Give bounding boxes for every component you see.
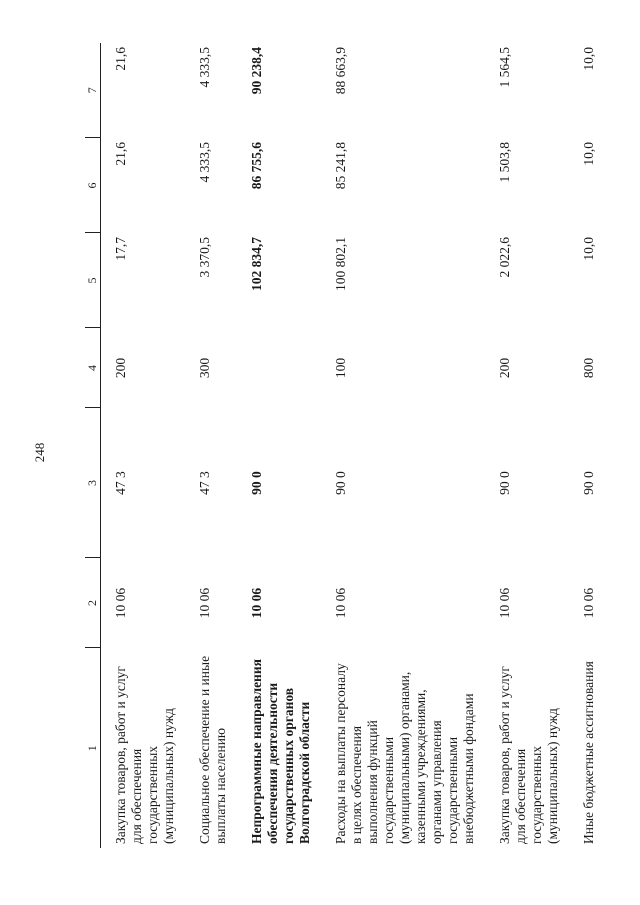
amount-col5: 3 370,5 [197,237,212,278]
table-row [237,43,321,848]
budget-table [85,43,605,848]
amount-col6: 1 503,8 [497,142,512,183]
amount-col6: 10,0 [581,142,596,166]
amount-col5: 10,0 [581,237,596,261]
amount-col5: 100 802,1 [333,237,348,291]
column-header: 6 [85,138,101,233]
table-row [185,43,237,848]
section-code: 10 06 [497,587,512,619]
section-code: 10 06 [249,587,264,619]
amount-col7: 10,0 [581,47,596,71]
row-name: Непрограммные направления обеспечения деятельности государственных органов Волгоградской области [249,659,312,844]
table-row [101,43,186,848]
amount-col6: 85 241,8 [333,142,348,190]
column-header: 5 [85,233,101,328]
column-header: 4 [85,328,101,408]
expense-type-code [237,328,321,408]
row-name: Закупка товаров, работ и услуг для обеспечения государственных (муниципальных) нужд [497,666,560,844]
program-code: 90 0 [581,471,596,495]
table-row [321,43,485,848]
amount-col7: 21,6 [113,47,128,71]
section-code: 10 06 [113,587,128,619]
expense-type-code: 300 [197,357,212,379]
page-number: 248 [32,442,47,463]
amount-col6: 4 333,5 [197,142,212,183]
table-header-row [85,43,101,848]
column-header: 3 [85,408,101,558]
column-header: 1 [85,648,101,848]
program-code: 90 0 [249,471,264,495]
row-name: Социальное обеспечение и иные выплаты населению [197,655,228,844]
expense-type-code: 200 [113,357,128,379]
amount-col7: 90 238,4 [249,47,264,95]
row-name: Расходы на выплаты персоналу в целях обеспечения выполнения функций государственными (муниципальными) органами, казенными учреждениями, органами управления государственными внебюджетными фондами [333,663,476,844]
amount-col7: 88 663,9 [333,47,348,95]
section-code: 10 06 [581,587,596,619]
expense-type-code: 200 [497,357,512,379]
column-header: 7 [85,43,101,138]
amount-col7: 1 564,5 [497,47,512,88]
expense-type-code: 800 [581,357,596,379]
table-row [569,43,605,848]
section-code: 10 06 [197,587,212,619]
amount-col7: 4 333,5 [197,47,212,88]
amount-col5: 2 022,6 [497,237,512,278]
program-code: 90 0 [333,471,348,495]
section-code: 10 06 [333,587,348,619]
row-name: Закупка товаров, работ и услуг для обеспечения государственных (муниципальных) нужд [113,666,176,844]
amount-col6: 86 755,6 [249,142,264,190]
amount-col6: 21,6 [113,142,128,166]
expense-type-code: 100 [333,357,348,379]
program-code: 47 3 [197,471,212,495]
column-header: 2 [85,558,101,648]
amount-col5: 17,7 [113,237,128,261]
amount-col5: 102 834,7 [249,237,264,291]
table-row [485,43,569,848]
program-code: 47 3 [113,471,128,495]
row-name: Иные бюджетные ассигнования [581,661,596,844]
program-code: 90 0 [497,471,512,495]
